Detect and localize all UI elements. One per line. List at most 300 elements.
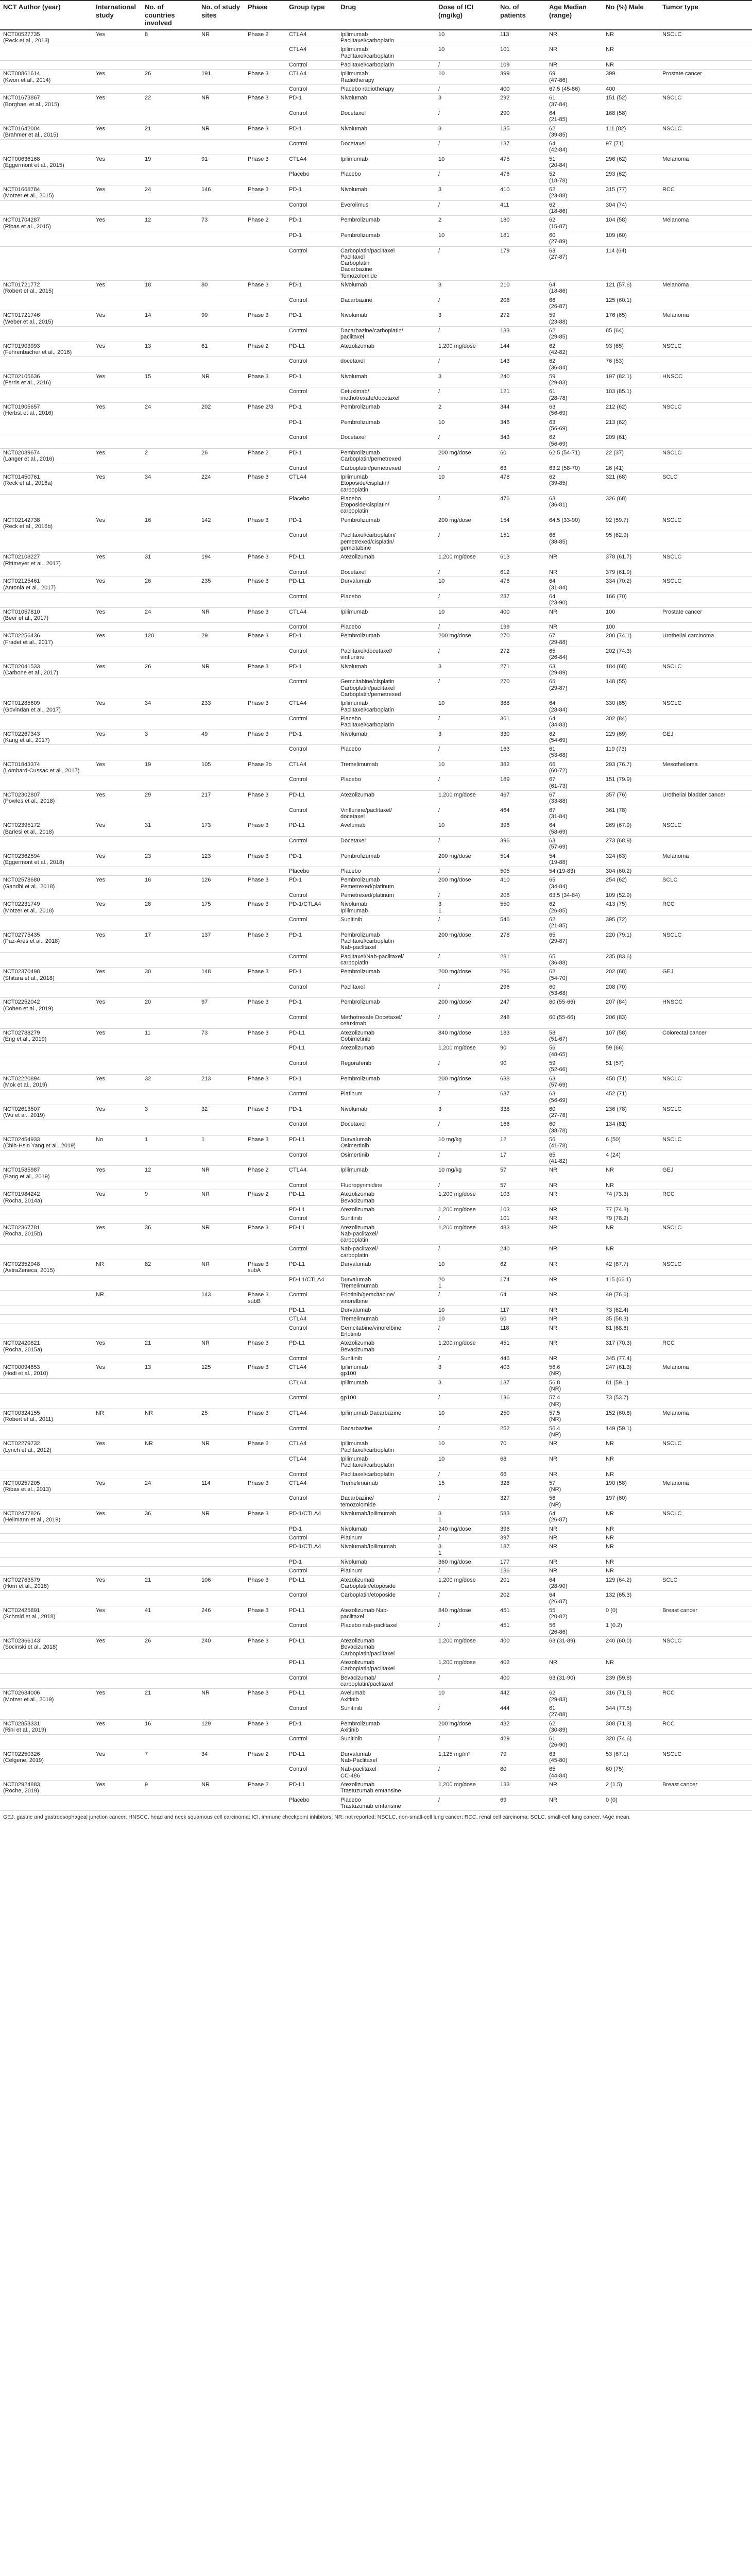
table-cell: 10 (435, 577, 497, 592)
table-cell: PD-1 (286, 124, 337, 140)
table-cell: 118 (497, 1324, 546, 1339)
table-cell: Phase 3 (245, 94, 286, 109)
table-cell (659, 1394, 752, 1409)
table-cell (659, 1181, 752, 1190)
table-cell (0, 1275, 93, 1291)
table-cell: 200 mg/dose (435, 448, 497, 464)
table-cell: NCT02613507 (Wu et al., 2019) (0, 1105, 93, 1120)
table-cell: 137 (198, 930, 245, 952)
table-cell (198, 745, 245, 760)
table-cell: 26 (142, 662, 198, 677)
table-cell: / (435, 84, 497, 93)
table-cell: 10 (435, 821, 497, 837)
table-cell (93, 1214, 142, 1223)
table-cell (659, 1315, 752, 1324)
table-cell: PD-1 (286, 185, 337, 201)
table-cell: Phase 3 (245, 185, 286, 201)
table-cell: 202 (198, 403, 245, 418)
table-cell (142, 1795, 198, 1811)
table-cell: NCT02231749 (Motzer et al., 2018) (0, 900, 93, 916)
table-cell (0, 1394, 93, 1409)
table-cell: Control (286, 1765, 337, 1781)
table-cell (142, 623, 198, 632)
table-cell: RCC (659, 1719, 752, 1735)
table-cell: 62 (497, 1260, 546, 1276)
table-cell: 42 (67.7) (603, 1260, 659, 1276)
table-cell: NR (546, 568, 603, 577)
table-cell: Placebo (337, 592, 435, 607)
table-cell: Phase 3 (245, 1637, 286, 1658)
table-cell: 240 (497, 372, 546, 387)
table-cell: 10 (435, 231, 497, 246)
table-cell: 63 (45-80) (546, 1750, 603, 1765)
table-cell: / (435, 1059, 497, 1074)
table-cell: PD-1 (286, 1524, 337, 1533)
table-cell (245, 326, 286, 342)
table-cell (659, 1120, 752, 1136)
table-row (0, 1439, 752, 1455)
table-cell: PD-1 (286, 281, 337, 296)
table-cell: 56 (26-86) (546, 1621, 603, 1637)
table-cell (659, 1324, 752, 1339)
table-cell (93, 1591, 142, 1606)
table-cell: 638 (497, 1074, 546, 1090)
table-cell: NCT02366143 (Socinski et al., 2018) (0, 1637, 93, 1658)
table-cell (0, 1181, 93, 1190)
table-cell: 546 (497, 916, 546, 931)
table-cell: 444 (497, 1704, 546, 1719)
table-cell: NR (198, 1439, 245, 1455)
table-cell: 200 mg/dose (435, 876, 497, 891)
table-cell (93, 45, 142, 61)
table-cell: Atezolizumab Bevacizumab (337, 1339, 435, 1354)
table-cell: Yes (93, 876, 142, 891)
table-cell (245, 775, 286, 791)
table-cell: Yes (93, 632, 142, 647)
table-cell: Nivolumab (337, 185, 435, 201)
table-cell: 105 (198, 760, 245, 775)
table-cell: 151 (497, 531, 546, 553)
table-cell: NR (603, 1166, 659, 1181)
table-cell: 240 mg/dose (435, 1524, 497, 1533)
table-footnote: GEJ, gastric and gastroesophageal junction cancer; HNSCC, head and neck squamous cell carcinoma; ICI, immune checkpoint inhibitors; NR: not reported; NSCLC, non-small-cell lung cancer; RCC, renal cell carcinoma; SCLC, small-cell lung cancer. ᵃAge mean. (3, 1814, 631, 1821)
table-row (0, 124, 752, 140)
table-cell: 177 (497, 1557, 546, 1566)
table-cell: 67 (29-88) (546, 632, 603, 647)
table-cell: 464 (497, 806, 546, 821)
table-row (0, 494, 752, 516)
table-cell (0, 170, 93, 185)
table-cell: Placebo radiotherapy (337, 84, 435, 93)
table-cell: Control (286, 568, 337, 577)
table-row (0, 998, 752, 1013)
table-cell: 62 (56-69) (546, 433, 603, 449)
table-cell: 152 (60.8) (603, 1409, 659, 1425)
table-cell (93, 1673, 142, 1689)
table-cell: 61 (28-78) (546, 387, 603, 403)
table-cell (142, 326, 198, 342)
table-cell: 16 (142, 876, 198, 891)
table-cell: Yes (93, 760, 142, 775)
table-cell: 292 (497, 94, 546, 109)
table-cell: NR (603, 1543, 659, 1558)
table-cell: 321 (68) (603, 472, 659, 494)
table-cell: 397 (497, 1534, 546, 1543)
table-cell: 54 (19-88) (546, 852, 603, 867)
table-cell (93, 200, 142, 216)
table-cell (0, 200, 93, 216)
table-cell (0, 61, 93, 70)
table-cell: RCC (659, 1190, 752, 1206)
table-cell: NR (546, 1223, 603, 1245)
table-cell (659, 1205, 752, 1214)
table-row (0, 1409, 752, 1425)
table-cell: / (435, 1494, 497, 1510)
table-cell (245, 1424, 286, 1439)
table-cell (142, 1291, 198, 1306)
table-cell (198, 61, 245, 70)
table-cell (93, 387, 142, 403)
table-cell: 135 (497, 124, 546, 140)
table-row (0, 647, 752, 663)
table-cell: / (435, 806, 497, 821)
table-cell (245, 494, 286, 516)
table-cell: Phase 3 (245, 516, 286, 531)
table-cell (659, 647, 752, 663)
table-cell (0, 1324, 93, 1339)
table-cell (142, 387, 198, 403)
table-cell: 345 (77.4) (603, 1354, 659, 1363)
table-cell: Nivolumab/Ipilimumab (337, 1510, 435, 1525)
table-cell (93, 1245, 142, 1260)
table-cell: 143 (198, 1291, 245, 1306)
table-cell: 10 (435, 1454, 497, 1470)
table-cell (659, 231, 752, 246)
table-cell: 476 (497, 494, 546, 516)
table-cell: NR (603, 45, 659, 61)
table-cell: Paclitaxel (337, 982, 435, 998)
table-cell: Phase 3 (245, 821, 286, 837)
table-cell (93, 982, 142, 998)
table-cell: / (435, 1394, 497, 1409)
table-cell: 1,200 mg/dose (435, 1781, 497, 1796)
table-cell (245, 84, 286, 93)
table-cell: 206 (497, 891, 546, 900)
table-cell: 12 (142, 1166, 198, 1181)
table-cell: 12 (142, 216, 198, 231)
table-cell: Pembrolizumab (337, 852, 435, 867)
table-cell: 103 (497, 1190, 546, 1206)
table-cell: 429 (497, 1735, 546, 1750)
table-cell (0, 952, 93, 968)
table-cell: NSCLC (659, 1105, 752, 1120)
table-cell (93, 891, 142, 900)
table-cell: 57 (497, 1166, 546, 1181)
table-row (0, 900, 752, 916)
table-cell: 95 (62.9) (603, 531, 659, 553)
table-cell: / (435, 170, 497, 185)
table-cell: 10 mg/kg (435, 1136, 497, 1151)
table-cell (245, 952, 286, 968)
table-cell: NCT02763579 (Horn et al., 2018) (0, 1575, 93, 1591)
table-cell (659, 1470, 752, 1479)
table-cell: Sunitinib (337, 1214, 435, 1223)
table-cell: NCT02279732 (Lynch et al., 2012) (0, 1439, 93, 1455)
table-cell: 57.4 (NR) (546, 1394, 603, 1409)
table-cell: 410 (497, 185, 546, 201)
table-cell: Control (286, 1120, 337, 1136)
table-cell (142, 246, 198, 281)
table-row (0, 516, 752, 531)
table-cell: Placebo Paclitaxel/carboplatin (337, 714, 435, 730)
table-cell: / (435, 714, 497, 730)
table-cell (0, 623, 93, 632)
table-cell: / (435, 1013, 497, 1029)
table-cell: 63 (56-69) (546, 1090, 603, 1105)
table-cell: Yes (93, 1606, 142, 1621)
table-cell (0, 1524, 93, 1533)
table-row (0, 418, 752, 433)
table-cell: 149 (59.1) (603, 1424, 659, 1439)
table-cell: 134 (81) (603, 1120, 659, 1136)
table-cell: PD-1 (286, 662, 337, 677)
table-cell: Phase 3 (245, 472, 286, 494)
table-cell (245, 464, 286, 472)
table-cell: Avelumab (337, 821, 435, 837)
table-cell: Docetaxel (337, 836, 435, 852)
table-cell (142, 1494, 198, 1510)
table-cell: 315 (77) (603, 185, 659, 201)
table-row (0, 342, 752, 357)
table-cell: 63 (57-69) (546, 1074, 603, 1090)
table-cell (245, 867, 286, 876)
table-cell (0, 1621, 93, 1637)
table-cell (0, 1315, 93, 1324)
table-cell: 16 (142, 1719, 198, 1735)
table-cell (245, 982, 286, 998)
table-cell: / (435, 891, 497, 900)
table-cell: Control (286, 982, 337, 998)
table-cell: 411 (497, 200, 546, 216)
table-cell: Phase 3 (245, 1606, 286, 1621)
table-cell: 269 (67.9) (603, 821, 659, 837)
table-cell: Yes (93, 852, 142, 867)
table-cell: 293 (62) (603, 170, 659, 185)
table-cell (93, 1543, 142, 1558)
table-cell: Durvalumab Osimertinib (337, 1136, 435, 1151)
table-cell: 360 mg/dose (435, 1557, 497, 1566)
table-cell: HNSCC (659, 372, 752, 387)
table-cell: 19 (142, 760, 198, 775)
table-cell: NCT01285609 (Govindan et al., 2017) (0, 699, 93, 715)
table-cell (142, 952, 198, 968)
table-cell (659, 1524, 752, 1533)
table-cell: 61 (27-88) (546, 1704, 603, 1719)
table-cell: 136 (497, 1394, 546, 1409)
table-cell: 31 (142, 553, 198, 568)
table-cell: Control (286, 1090, 337, 1105)
table-cell (93, 84, 142, 93)
table-cell: Phase 3 (245, 876, 286, 891)
table-cell: NCT02267343 (Kang et al., 2017) (0, 730, 93, 745)
table-cell: Control (286, 592, 337, 607)
table-row (0, 1205, 752, 1214)
table-cell: Control (286, 140, 337, 155)
table-cell (245, 1044, 286, 1059)
table-cell (659, 296, 752, 311)
table-cell (93, 568, 142, 577)
table-cell: 115 (66.1) (603, 1275, 659, 1291)
table-cell: 63.5 (34-84) (546, 891, 603, 900)
table-cell (245, 45, 286, 61)
table-cell (245, 433, 286, 449)
table-cell: Pembrolizumab (337, 968, 435, 983)
table-cell: Yes (93, 1575, 142, 1591)
table-cell: Placebo Trastuzumab emtansine (337, 1795, 435, 1811)
table-cell (659, 867, 752, 876)
table-cell: PD-1/CTLA4 (286, 1543, 337, 1558)
table-cell: Placebo Etoposide/cisplatin/ carboplatin (337, 494, 435, 516)
table-cell: 91 (198, 155, 245, 170)
table-cell: 68 (497, 1454, 546, 1470)
table-cell: 90 (198, 311, 245, 327)
table-cell: NSCLC (659, 1750, 752, 1765)
table-cell: 174 (497, 1275, 546, 1291)
table-cell (198, 1704, 245, 1719)
table-cell (142, 1765, 198, 1781)
table-cell: 24 (142, 185, 198, 201)
table-cell: Control (286, 246, 337, 281)
table-row (0, 109, 752, 124)
table-cell: NR (546, 1354, 603, 1363)
table-cell: 200 mg/dose (435, 632, 497, 647)
table-cell: 26 (41) (603, 464, 659, 472)
table-cell (245, 1150, 286, 1166)
table-row (0, 30, 752, 45)
table-cell (142, 916, 198, 931)
table-cell: Atezolizumab (337, 791, 435, 806)
table-cell: Placebo (337, 170, 435, 185)
table-cell: 63 (31-90) (546, 1673, 603, 1689)
table-cell: Melanoma (659, 281, 752, 296)
table-row (0, 1291, 752, 1306)
table-cell (93, 714, 142, 730)
table-cell: 148 (198, 968, 245, 983)
table-cell: Ipilimumab (337, 1378, 435, 1394)
table-cell: 1,200 mg/dose (435, 553, 497, 568)
table-cell: 250 (497, 1409, 546, 1425)
table-cell: 62 (42-82) (546, 342, 603, 357)
table-cell (198, 418, 245, 433)
table-cell: 400 (603, 84, 659, 93)
table-cell (93, 1454, 142, 1470)
table-cell: NCT02684006 (Motzer et al., 2019) (0, 1689, 93, 1704)
table-cell: NR (198, 30, 245, 45)
table-row (0, 775, 752, 791)
table-cell: CTLA4 (286, 699, 337, 715)
table-row (0, 1795, 752, 1811)
table-cell: 64.5 (33-90) (546, 516, 603, 531)
table-cell: Dacarbazine/carboplatin/ paclitaxel (337, 326, 435, 342)
table-row (0, 1181, 752, 1190)
table-cell: NR (546, 1454, 603, 1470)
table-cell: Control (286, 775, 337, 791)
table-cell: 21 (142, 1575, 198, 1591)
table-cell (659, 891, 752, 900)
table-cell: Yes (93, 1339, 142, 1354)
table-cell: / (435, 1567, 497, 1575)
table-cell: NR (546, 1181, 603, 1190)
table-cell: CTLA4 (286, 1363, 337, 1379)
table-cell: Atezolizumab Cobimetinib (337, 1028, 435, 1044)
table-cell (659, 1494, 752, 1510)
table-cell (198, 891, 245, 900)
table-cell: Yes (93, 1166, 142, 1181)
table-cell: / (435, 1735, 497, 1750)
table-cell: 583 (497, 1510, 546, 1525)
table-cell: 62 (39-85) (546, 124, 603, 140)
table-cell (0, 140, 93, 155)
table-cell (659, 246, 752, 281)
table-cell: NCT02477826 (Hellmann et al., 2019) (0, 1510, 93, 1525)
table-cell: 133 (497, 1781, 546, 1796)
table-cell: 235 (198, 577, 245, 592)
table-cell: 76 (53) (603, 357, 659, 372)
table-cell: Yes (93, 730, 142, 745)
table-cell (245, 109, 286, 124)
table-row (0, 170, 752, 185)
table-row (0, 577, 752, 592)
table-cell: 79 (78.2) (603, 1214, 659, 1223)
table-cell: 67.5 (45-86) (546, 84, 603, 93)
table-cell: Phase 3 (245, 577, 286, 592)
table-cell (0, 1454, 93, 1470)
table-cell: Phase 2 (245, 216, 286, 231)
table-cell: 400 (497, 1637, 546, 1658)
table-row (0, 1673, 752, 1689)
table-cell: PD-L1 (286, 1205, 337, 1214)
table-cell: NCT01721746 (Weber et al., 2015) (0, 311, 93, 327)
table-cell (245, 1205, 286, 1214)
table-cell: Paclitaxel/docetaxel/ vinflunine (337, 647, 435, 663)
table-cell: 62 (18-86) (546, 200, 603, 216)
table-cell: 400 (497, 607, 546, 623)
table-cell: Control (286, 1621, 337, 1637)
table-cell (659, 1795, 752, 1811)
table-cell: 22 (142, 94, 198, 109)
table-cell (198, 1394, 245, 1409)
table-cell (198, 1591, 245, 1606)
table-row (0, 1750, 752, 1765)
table-cell: CTLA4 (286, 155, 337, 170)
table-cell: NCT00257205 (Ribas et al., 2013) (0, 1479, 93, 1494)
table-cell (93, 1120, 142, 1136)
table-row (0, 1543, 752, 1558)
table-cell: Nivolumab (337, 662, 435, 677)
table-cell (198, 1090, 245, 1105)
table-cell: Phase 2 (245, 342, 286, 357)
table-cell: Carboplatin/pemetrexed (337, 464, 435, 472)
table-cell (142, 418, 198, 433)
table-cell: Phase 3 (245, 1028, 286, 1044)
table-cell: 327 (497, 1494, 546, 1510)
table-cell: NSCLC (659, 1136, 752, 1151)
table-cell: / (435, 1120, 497, 1136)
table-cell: Prostate cancer (659, 70, 752, 85)
table-cell: Phase 3 (245, 1363, 286, 1379)
table-cell: 252 (497, 1424, 546, 1439)
table-cell: 144 (497, 342, 546, 357)
